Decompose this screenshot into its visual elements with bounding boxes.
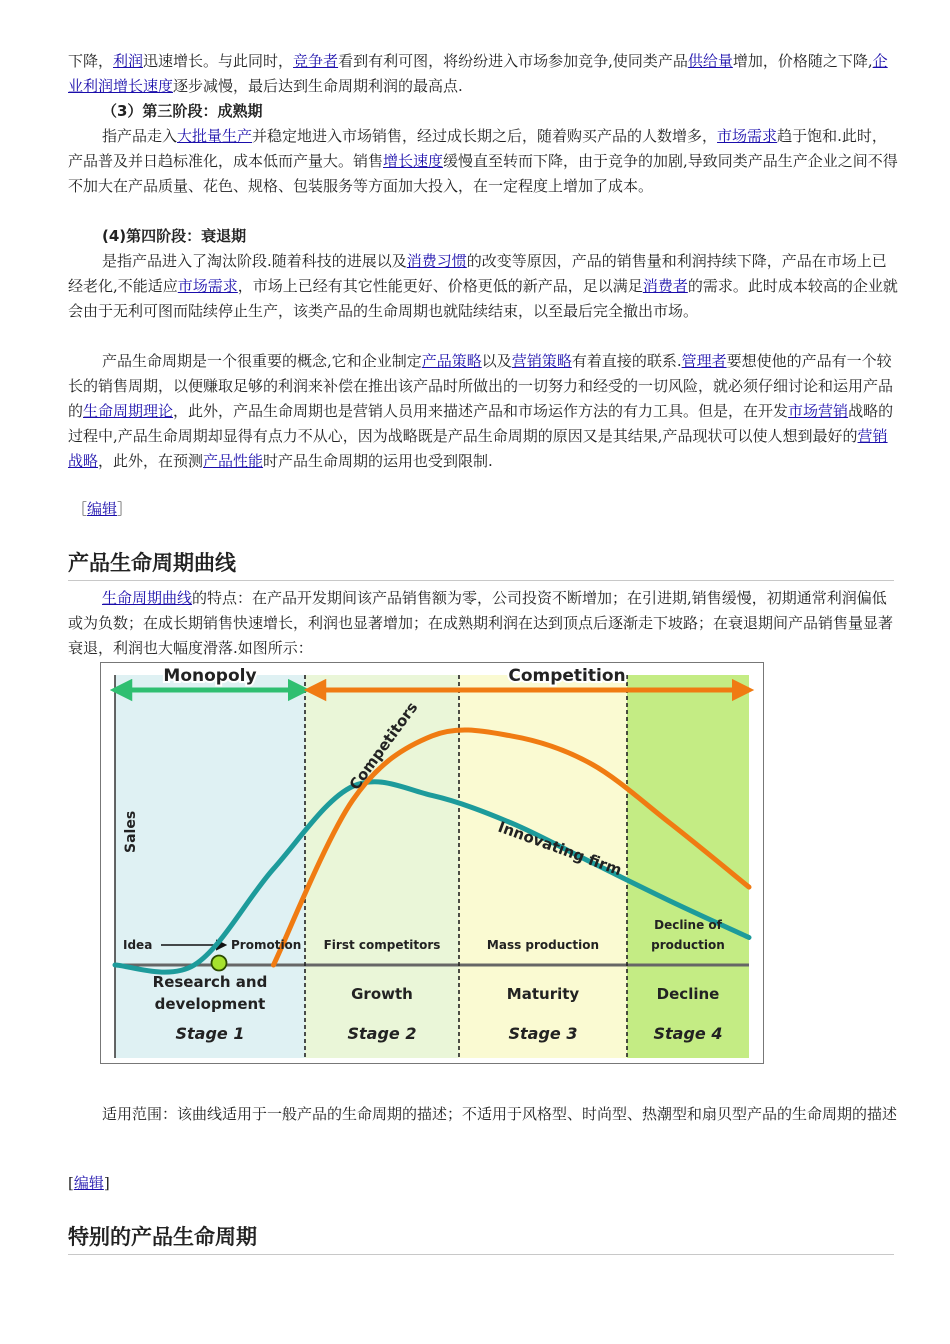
competition-label: Competition: [508, 666, 626, 686]
event-promotion: Promotion: [231, 938, 302, 952]
link-supply[interactable]: 供给量: [687, 52, 733, 70]
link-market-demand-2[interactable]: 市场需求: [177, 277, 238, 295]
section-title-special-plc: 特别的产品生命周期: [68, 1222, 894, 1255]
stage-number-4: Stage 4: [653, 1024, 723, 1043]
paragraph-profit-growth: 下降，利润迅速增长。与此同时，竞争者看到有利可图，将纷纷进入市场参加竞争,使同类产品供给量增加，价格随之下降,企业利润增长速度逐步减慢，最后达到生命周期利润的最高点.: [68, 52, 888, 95]
stage-name-1-line2: development: [154, 995, 266, 1013]
caption-scope: 适用范围：该曲线适用于一般产品的生命周期的描述；不适用于风格型、时尚型、热潮型和扇贝型产品的生命周期的描述: [102, 1105, 898, 1123]
paragraph-curve-features: 生命周期曲线的特点：在产品开发期间该产品销售额为零，公司投资不断增加；在引进期,销售缓慢，初期通常利润偏低或为负数；在成长期销售快速增长，利润也显著增加；在成熟期利润在达到顶点后逐渐走下坡路；在衰退期间产品销售量显著衰退，利润也大幅度滑落.如图所示：: [68, 589, 894, 657]
link-marketing-strategy-2[interactable]: 营销战略: [68, 427, 888, 470]
edit-link-1: ［编辑］: [72, 500, 133, 518]
competitors-label: Competitors: [345, 698, 422, 794]
monopoly-label: Monopoly: [163, 666, 257, 686]
stage-name-2: Growth: [351, 985, 413, 1003]
stage-number-3: Stage 3: [508, 1024, 578, 1043]
stage-name-4: Decline: [656, 985, 720, 1003]
link-competitor[interactable]: 竞争者: [293, 52, 339, 70]
link-lifecycle-curve[interactable]: 生命周期曲线: [102, 589, 193, 607]
heading-stage-3: （3）第三阶段：成熟期: [102, 102, 263, 120]
event-first-competitors: First competitors: [323, 938, 441, 952]
link-profit-growth-rate[interactable]: 企业利润增长速度: [68, 52, 888, 95]
link-growth-rate[interactable]: 增长速度: [383, 152, 444, 170]
start-point-marker: [212, 956, 227, 971]
innovating-firm-label: Innovating firm: [495, 817, 625, 880]
edit-link-2: [编辑]: [68, 1174, 110, 1192]
y-axis-label: Sales: [123, 810, 139, 853]
link-consumer[interactable]: 消费者: [642, 277, 688, 295]
event-idea: Idea: [123, 938, 153, 952]
stage-number-2: Stage 2: [347, 1024, 417, 1043]
stage-number-1: Stage 1: [175, 1024, 245, 1043]
section-title-plc-curve: 产品生命周期曲线: [68, 548, 894, 581]
plc-chart-svg: [101, 663, 763, 1063]
event-production: production: [651, 938, 725, 952]
event-mass-production: Mass production: [486, 938, 600, 952]
edit-button-2[interactable]: 编辑: [73, 1174, 104, 1192]
plc-chart: [100, 662, 764, 1064]
link-marketing[interactable]: 市场营销: [788, 402, 849, 420]
link-consumption-habit[interactable]: 消费习惯: [406, 252, 467, 270]
paragraph-stage-4: 是指产品进入了淘汰阶段.随着科技的进展以及消费习惯的改变等原因，产品的销售量和利润持续下降，产品在市场上已经老化,不能适应市场需求，市场上已经有其它性能更好、价格更低的新产品，足以满足消费者的需求。此时成本较高的企业就会由于无利可图而陆续停止生产，该类产品的生命周期也就陆续结束，以至最后完全撤出市场。: [68, 252, 898, 320]
link-marketing-strategy[interactable]: 营销策略: [511, 352, 572, 370]
link-mass-production[interactable]: 大批量生产: [177, 127, 253, 145]
link-product-strategy[interactable]: 产品策略: [421, 352, 482, 370]
link-product-performance[interactable]: 产品性能: [203, 452, 264, 470]
link-plc-theory[interactable]: 生命周期理论: [83, 402, 174, 420]
edit-button-1[interactable]: 编辑: [87, 500, 118, 518]
event-decline-of: Decline of: [654, 918, 722, 932]
heading-stage-4: (4)第四阶段：衰退期: [102, 227, 247, 245]
link-market-demand[interactable]: 市场需求: [717, 127, 778, 145]
link-manager[interactable]: 管理者: [681, 352, 727, 370]
link-profit[interactable]: 利润: [113, 52, 144, 70]
stage-name-3: Maturity: [506, 985, 580, 1003]
paragraph-plc-importance: 产品生命周期是一个很重要的概念,它和企业制定产品策略以及营销策略有着直接的联系.管理者要想使他的产品有一个较长的销售周期，以便赚取足够的利润来补偿在推出该产品时所做出的一切努力和经受的一切风险，就必须仔细讨论和运用产品的生命周期理论，此外，产品生命周期也是营销人员用来描述产品和市场运作方法的有力工具。但是，在开发市场营销战略的过程中,产品生命周期却显得有点力不从心，因为战略既是产品生命周期的原因又是其结果,产品现状可以使人想到最好的营销战略，此外，在预测产品性能时产品生命周期的运用也受到限制.: [68, 352, 894, 470]
stage-name-1: Research and: [152, 973, 268, 991]
paragraph-stage-3: 指产品走入大批量生产并稳定地进入市场销售，经过成长期之后，随着购买产品的人数增多，市场需求趋于饱和.此时，产品普及并日趋标准化，成本低而产量大。销售增长速度缓慢直至转而下降，由于竞争的加剧,导致同类产品生产企业之间不得不加大在产品质量、花色、规格、包装服务等方面加大投入，在一定程度上增加了成本。: [68, 127, 898, 195]
